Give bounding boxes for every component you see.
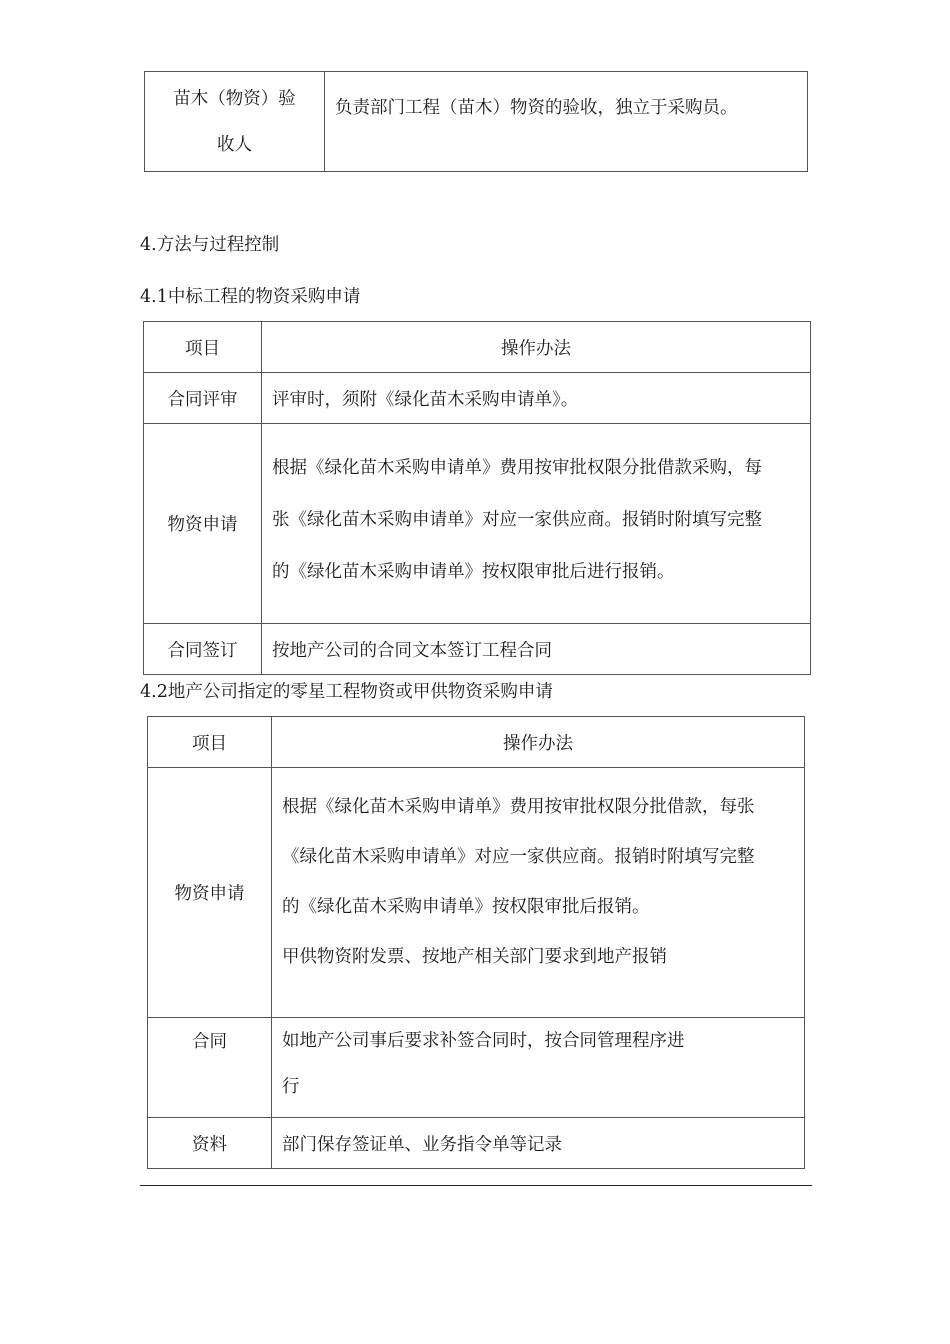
role-label-line: 苗木（物资）验: [173, 88, 296, 109]
row-item: 物资申请: [144, 424, 262, 624]
row-method-line: 张《绿化苗木采购申请单》对应一家供应商。报销时附填写完整: [272, 510, 762, 530]
row-method-line: 按地产公司的合同文本签订工程合同: [272, 640, 552, 661]
row-method: [262, 624, 811, 675]
table-row: [144, 373, 811, 424]
row-method-line: 的《绿化苗木采购申请单》按权限审批后进行报销。: [272, 562, 675, 582]
table-row: [145, 72, 808, 172]
page-footer-divider: [140, 1185, 812, 1186]
row-method: [272, 768, 805, 1018]
role-duty-text: 负责部门工程（苗木）物资的验收，独立于采购员。: [335, 98, 738, 118]
procurement-table-4-2: [147, 716, 805, 1169]
table-row: [144, 624, 811, 675]
table-header-row: [148, 717, 805, 768]
row-method-line: 根据《绿化苗木采购申请单》费用按审批权限分批借款，每张: [282, 797, 755, 817]
row-method-line: 如地产公司事后要求补签合同时，按合同管理程序进: [282, 1031, 685, 1051]
section-heading-4-1: 4.1中标工程的物资采购申请: [140, 287, 361, 307]
row-method-line: 根据《绿化苗木采购申请单》费用按审批权限分批借款采购，每: [272, 458, 762, 478]
role-label-line: 收人: [217, 134, 252, 155]
role-label-cell: [145, 72, 325, 172]
row-method-line: 甲供物资附发票、按地产相关部门要求到地产报销: [282, 947, 667, 967]
table-row: [144, 424, 811, 624]
header-item: 项目: [144, 322, 262, 373]
role-table: [144, 71, 808, 172]
row-method-line: 评审时，须附《绿化苗木采购申请单》。: [272, 389, 579, 410]
procurement-table-4-1: [143, 321, 811, 675]
header-method: 操作办法: [272, 717, 805, 768]
row-method-line: 部门保存签证单、业务指令单等记录: [282, 1134, 562, 1155]
row-method-line: 的《绿化苗木采购申请单》按权限审批后报销。: [282, 897, 650, 917]
row-method-line: 行: [282, 1077, 300, 1097]
header-method: 操作办法: [262, 322, 811, 373]
row-method-line: 《绿化苗木采购申请单》对应一家供应商。报销时附填写完整: [282, 847, 755, 867]
row-item: 物资申请: [148, 768, 272, 1018]
row-method: [272, 1118, 805, 1169]
role-duty-cell: [325, 72, 808, 172]
row-item: 资料: [148, 1118, 272, 1169]
row-method: [262, 424, 811, 624]
table-row: [148, 768, 805, 1018]
table-row: [148, 1018, 805, 1118]
header-item: 项目: [148, 717, 272, 768]
table-row: [148, 1118, 805, 1169]
row-item: 合同签订: [144, 624, 262, 675]
section-heading-4: 4.方法与过程控制: [140, 235, 280, 255]
row-method: [272, 1018, 805, 1118]
row-item: 合同评审: [144, 373, 262, 424]
section-heading-4-2: 4.2地产公司指定的零星工程物资或甲供物资采购申请: [140, 682, 553, 702]
table-header-row: [144, 322, 811, 373]
row-item: 合同: [148, 1018, 272, 1118]
row-method: [262, 373, 811, 424]
